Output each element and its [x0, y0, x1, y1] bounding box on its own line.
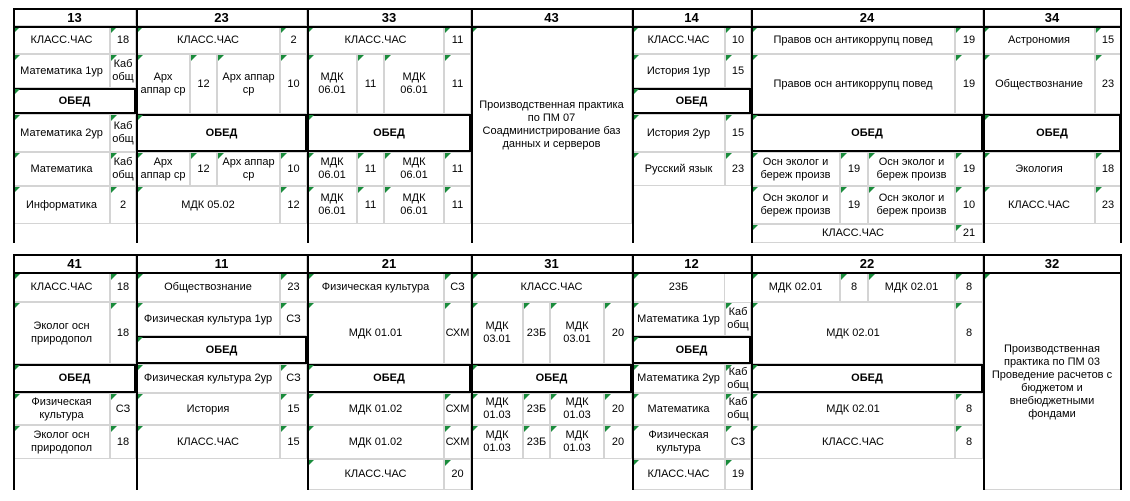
subject-cell[interactable]: Физическая культура	[307, 273, 444, 302]
comment-marker-icon	[869, 274, 875, 280]
room-number-cell[interactable]: 23Б	[523, 425, 550, 459]
comment-marker-icon	[111, 303, 117, 309]
comment-marker-icon	[281, 365, 287, 371]
lunch-break-cell[interactable]: ОБЕД	[13, 88, 136, 114]
subject-cell[interactable]: Арх аппар ср	[217, 152, 280, 186]
subject-cell[interactable]: МДК 03.01	[471, 302, 523, 364]
room-number-cell[interactable]: 11	[357, 152, 384, 186]
subject-cell[interactable]: Математика 2ур	[13, 114, 110, 152]
subject-cell[interactable]: КЛАСС.ЧАС	[983, 186, 1095, 224]
room-number-cell[interactable]: 19	[840, 152, 868, 186]
lunch-break-cell[interactable]: ОБЕД	[751, 114, 983, 152]
subject-cell[interactable]: КЛАСС.ЧАС	[307, 459, 444, 490]
comment-marker-icon	[281, 274, 287, 280]
comment-marker-icon	[1096, 153, 1102, 159]
room-number-cell[interactable]: 8	[955, 273, 983, 302]
comment-marker-icon	[524, 303, 530, 309]
comment-marker-icon	[869, 153, 875, 159]
comment-marker-icon	[385, 55, 391, 61]
group-header[interactable]: 12	[632, 254, 751, 273]
band-border	[13, 8, 15, 243]
subject-cell[interactable]: КЛАСС.ЧАС	[751, 425, 955, 459]
subject-cell[interactable]: Осн эколог и береж произв	[751, 152, 840, 186]
room-number-cell[interactable]: 8	[955, 425, 983, 459]
comment-marker-icon	[605, 303, 611, 309]
room-number-cell[interactable]: 23Б	[632, 273, 725, 302]
lunch-break-cell[interactable]: ОБЕД	[632, 88, 751, 114]
room-number-cell[interactable]: 10	[955, 186, 983, 224]
band-border	[307, 8, 309, 243]
subject-cell[interactable]: Арх аппар ср	[136, 152, 190, 186]
comment-marker-icon	[726, 365, 732, 371]
band-border	[471, 8, 473, 243]
room-number-cell[interactable]: 23	[1095, 54, 1121, 114]
comment-marker-icon	[605, 394, 611, 400]
comment-marker-icon	[726, 303, 732, 309]
room-number-cell[interactable]: СЗ	[725, 425, 751, 459]
subject-cell[interactable]: МДК 06.01	[307, 54, 357, 114]
subject-cell[interactable]: Эколог осн природопол	[13, 302, 110, 364]
subject-cell[interactable]: Физическая культура 2ур	[136, 364, 280, 393]
comment-marker-icon	[551, 426, 557, 432]
room-number-cell[interactable]: 23Б	[523, 302, 550, 364]
comment-marker-icon	[385, 153, 391, 159]
band-border	[136, 254, 138, 490]
subject-cell[interactable]: Физическая культура 1ур	[136, 302, 280, 336]
room-number-cell[interactable]: 20	[444, 459, 471, 490]
comment-marker-icon	[956, 274, 962, 280]
subject-cell[interactable]: Математика 2ур	[632, 364, 725, 393]
room-number-cell[interactable]: 18	[110, 26, 136, 54]
subject-cell[interactable]: Осн эколог и береж произв	[868, 152, 955, 186]
room-number-cell[interactable]: СЗ	[280, 364, 307, 393]
room-number-cell[interactable]: 11	[357, 186, 384, 224]
subject-cell[interactable]: МДК 02.01	[868, 273, 955, 302]
subject-cell[interactable]: Обществознание	[983, 54, 1095, 114]
comment-marker-icon	[445, 303, 451, 309]
subject-cell[interactable]: Правов осн антикоррупц повед	[751, 26, 955, 54]
subject-cell[interactable]: КЛАСС.ЧАС	[751, 224, 955, 243]
band-border	[13, 8, 1122, 10]
comment-marker-icon	[191, 55, 197, 61]
comment-marker-icon	[218, 153, 224, 159]
band-border	[983, 8, 985, 243]
subject-cell[interactable]: МДК 01.02	[307, 393, 444, 425]
room-number-cell[interactable]: 15	[725, 54, 751, 88]
comment-marker-icon	[726, 55, 732, 61]
group-header[interactable]: 23	[136, 8, 307, 26]
band-border	[136, 8, 138, 243]
room-number-cell[interactable]: 19	[955, 152, 983, 186]
comment-marker-icon	[551, 394, 557, 400]
band-border	[751, 254, 753, 490]
subject-cell[interactable]: МДК 02.01	[751, 302, 955, 364]
subject-cell[interactable]: МДК 01.03	[550, 425, 604, 459]
comment-marker-icon	[445, 274, 451, 280]
subject-cell[interactable]: Информатика	[13, 186, 110, 224]
room-number-cell[interactable]: 11	[357, 54, 384, 114]
room-number-cell[interactable]: 8	[840, 273, 868, 302]
room-number-cell[interactable]: 21	[955, 224, 983, 243]
comment-marker-icon	[956, 394, 962, 400]
comment-marker-icon	[726, 153, 732, 159]
subject-cell[interactable]: КЛАСС.ЧАС	[13, 26, 110, 54]
subject-cell[interactable]: МДК 06.01	[384, 152, 444, 186]
comment-marker-icon	[281, 55, 287, 61]
group-header[interactable]: 34	[983, 8, 1121, 26]
subject-cell[interactable]: История 1ур	[632, 54, 725, 88]
subject-cell[interactable]: История 2ур	[632, 114, 725, 152]
subject-cell[interactable]: КЛАСС.ЧАС	[471, 273, 632, 302]
subject-cell[interactable]: Каб общ	[110, 54, 136, 88]
subject-cell[interactable]: Экология	[983, 152, 1095, 186]
subject-cell[interactable]: Математика	[632, 393, 725, 425]
room-number-cell[interactable]: 11	[444, 26, 471, 54]
subject-cell[interactable]: Русский язык	[632, 152, 725, 186]
band-border	[983, 254, 985, 490]
room-number-cell[interactable]: СЗ	[110, 393, 136, 425]
comment-marker-icon	[605, 426, 611, 432]
comment-marker-icon	[445, 426, 451, 432]
room-number-cell[interactable]: 15	[280, 393, 307, 425]
subject-cell[interactable]: КЛАСС.ЧАС	[136, 425, 280, 459]
room-number-cell[interactable]: 23	[280, 273, 307, 302]
room-number-cell[interactable]: 15	[725, 114, 751, 152]
group-header[interactable]: 21	[307, 254, 471, 273]
comment-marker-icon	[358, 55, 364, 61]
subject-cell[interactable]: Каб общ	[725, 364, 751, 393]
subject-cell[interactable]: МДК 01.02	[307, 425, 444, 459]
subject-cell[interactable]: МДК 02.01	[751, 273, 840, 302]
room-number-cell[interactable]: 23	[725, 152, 751, 186]
subject-cell[interactable]: КЛАСС.ЧАС	[136, 26, 280, 54]
comment-marker-icon	[111, 187, 117, 193]
subject-cell[interactable]: МДК 06.01	[307, 186, 357, 224]
subject-cell[interactable]: Математика	[13, 152, 110, 186]
comment-marker-icon	[726, 460, 732, 466]
comment-marker-icon	[1096, 55, 1102, 61]
room-number-cell[interactable]: 12	[280, 186, 307, 224]
subject-cell[interactable]: Осн эколог и береж произв	[868, 186, 955, 224]
band-border	[751, 8, 753, 243]
room-number-cell[interactable]: 23	[1095, 186, 1121, 224]
comment-marker-icon	[385, 187, 391, 193]
comment-marker-icon	[281, 426, 287, 432]
comment-marker-icon	[111, 55, 117, 61]
room-number-cell[interactable]: 11	[444, 152, 471, 186]
comment-marker-icon	[445, 460, 451, 466]
band-border	[13, 254, 15, 490]
lunch-break-cell[interactable]: ОБЕД	[136, 336, 307, 364]
subject-cell[interactable]: МДК 01.03	[550, 393, 604, 425]
room-number-cell[interactable]: 18	[110, 273, 136, 302]
comment-marker-icon	[111, 394, 117, 400]
room-number-cell[interactable]: 15	[1095, 26, 1121, 54]
subject-cell[interactable]: Производственная практика по ПМ 07 Соадминистрирование баз данных и серверов	[471, 26, 632, 224]
comment-marker-icon	[956, 303, 962, 309]
subject-cell[interactable]: МДК 01.01	[307, 302, 444, 364]
comment-marker-icon	[445, 394, 451, 400]
room-number-cell[interactable]: СХМ	[444, 425, 471, 459]
subject-cell[interactable]: МДК 01.03	[471, 425, 523, 459]
comment-marker-icon	[524, 394, 530, 400]
band-border	[1120, 8, 1122, 243]
room-number-cell[interactable]: 2	[110, 186, 136, 224]
room-number-cell[interactable]: 10	[725, 26, 751, 54]
comment-marker-icon	[111, 153, 117, 159]
comment-marker-icon	[445, 187, 451, 193]
subject-cell[interactable]: Каб общ	[725, 302, 751, 336]
room-number-cell[interactable]: 2	[280, 26, 307, 54]
room-number-cell[interactable]: 23Б	[523, 393, 550, 425]
comment-marker-icon	[358, 187, 364, 193]
comment-marker-icon	[956, 187, 962, 193]
subject-cell[interactable]: Каб общ	[725, 393, 751, 425]
room-number-cell[interactable]: 19	[955, 26, 983, 54]
lunch-break-cell[interactable]: ОБЕД	[751, 364, 983, 393]
subject-cell[interactable]: Арх аппар ср	[217, 54, 280, 114]
group-header[interactable]: 43	[471, 8, 632, 26]
comment-marker-icon	[281, 187, 287, 193]
group-header[interactable]: 32	[983, 254, 1121, 273]
subject-cell[interactable]: Обществознание	[136, 273, 280, 302]
group-header[interactable]: 31	[471, 254, 632, 273]
band-border	[632, 254, 634, 490]
subject-cell[interactable]: МДК 03.01	[550, 302, 604, 364]
comment-marker-icon	[726, 426, 732, 432]
subject-cell[interactable]: Физическая культура	[13, 393, 110, 425]
comment-marker-icon	[111, 426, 117, 432]
subject-cell[interactable]: Правов осн антикоррупц повед	[751, 54, 955, 114]
comment-marker-icon	[726, 394, 732, 400]
group-header[interactable]: 13	[13, 8, 136, 26]
lunch-break-cell[interactable]: ОБЕД	[13, 364, 136, 393]
subject-cell[interactable]: КЛАСС.ЧАС	[307, 26, 444, 54]
subject-cell[interactable]: Математика 1ур	[13, 54, 110, 88]
lunch-break-cell[interactable]: ОБЕД	[307, 114, 471, 152]
room-number-cell[interactable]: 8	[955, 302, 983, 364]
room-number-cell[interactable]: 11	[444, 186, 471, 224]
comment-marker-icon	[956, 153, 962, 159]
room-number-cell[interactable]: 8	[955, 393, 983, 425]
band-border	[13, 26, 1122, 28]
room-number-cell[interactable]: 18	[1095, 152, 1121, 186]
subject-cell[interactable]: Физическая культура	[632, 425, 725, 459]
subject-cell[interactable]: МДК 06.01	[384, 54, 444, 114]
room-number-cell[interactable]: СХМ	[444, 393, 471, 425]
subject-cell[interactable]: Каб общ	[110, 152, 136, 186]
comment-marker-icon	[218, 55, 224, 61]
room-number-cell[interactable]: СЗ	[444, 273, 471, 302]
lunch-break-cell[interactable]: ОБЕД	[471, 364, 632, 393]
subject-cell[interactable]: КЛАСС.ЧАС	[13, 273, 110, 302]
group-header[interactable]: 33	[307, 8, 471, 26]
band-border	[13, 254, 1122, 256]
subject-cell[interactable]: МДК 05.02	[136, 186, 280, 224]
comment-marker-icon	[551, 303, 557, 309]
room-number-cell[interactable]: 12	[190, 152, 217, 186]
room-number-cell[interactable]: 10	[280, 54, 307, 114]
band-border	[1120, 254, 1122, 490]
comment-marker-icon	[111, 115, 117, 121]
comment-marker-icon	[445, 55, 451, 61]
comment-marker-icon	[281, 153, 287, 159]
room-number-cell[interactable]: СХМ	[444, 302, 471, 364]
room-number-cell[interactable]: 15	[280, 425, 307, 459]
subject-cell[interactable]: МДК 01.03	[471, 393, 523, 425]
group-header[interactable]: 11	[136, 254, 307, 273]
subject-cell[interactable]: Осн эколог и береж произв	[751, 186, 840, 224]
room-number-cell[interactable]: 20	[604, 425, 632, 459]
comment-marker-icon	[1096, 187, 1102, 193]
subject-cell[interactable]: КЛАСС.ЧАС	[632, 459, 725, 490]
room-number-cell[interactable]: 10	[280, 152, 307, 186]
comment-marker-icon	[111, 274, 117, 280]
comment-marker-icon	[281, 394, 287, 400]
room-number-cell[interactable]: 18	[110, 425, 136, 459]
subject-cell[interactable]: Астрономия	[983, 26, 1095, 54]
comment-marker-icon	[956, 225, 962, 231]
comment-marker-icon	[358, 153, 364, 159]
comment-marker-icon	[445, 153, 451, 159]
subject-cell[interactable]: История	[136, 393, 280, 425]
group-header[interactable]: 14	[632, 8, 751, 26]
comment-marker-icon	[524, 426, 530, 432]
comment-marker-icon	[841, 153, 847, 159]
band-border	[632, 8, 634, 243]
comment-marker-icon	[841, 187, 847, 193]
room-number-cell[interactable]: 18	[110, 302, 136, 364]
room-number-cell[interactable]: 19	[955, 54, 983, 114]
room-number-cell[interactable]: 19	[725, 459, 751, 490]
band-border	[13, 272, 1122, 274]
room-number-cell[interactable]: 19	[840, 186, 868, 224]
room-number-cell[interactable]: 11	[444, 54, 471, 114]
comment-marker-icon	[869, 187, 875, 193]
comment-marker-icon	[841, 274, 847, 280]
room-number-cell[interactable]: 20	[604, 302, 632, 364]
room-number-cell[interactable]: СЗ	[280, 302, 307, 336]
lunch-break-cell[interactable]: ОБЕД	[983, 114, 1121, 152]
subject-cell[interactable]: Математика 1ур	[632, 302, 725, 336]
band-border	[471, 254, 473, 490]
group-header[interactable]: 24	[751, 8, 983, 26]
comment-marker-icon	[726, 115, 732, 121]
room-number-cell[interactable]: 12	[190, 54, 217, 114]
comment-marker-icon	[956, 55, 962, 61]
subject-cell[interactable]: МДК 02.01	[751, 393, 955, 425]
subject-cell[interactable]: Арх аппар ср	[136, 54, 190, 114]
subject-cell[interactable]: Эколог осн природопол	[13, 425, 110, 459]
lunch-break-cell[interactable]: ОБЕД	[632, 336, 751, 364]
comment-marker-icon	[191, 153, 197, 159]
group-header[interactable]: 41	[13, 254, 136, 273]
comment-marker-icon	[281, 303, 287, 309]
room-number-cell[interactable]: 20	[604, 393, 632, 425]
subject-cell[interactable]: Производственная практика по ПМ 03 Проведение расчетов с бюджетом и внебюджетными фондами	[983, 273, 1121, 490]
subject-cell[interactable]: КЛАСС.ЧАС	[632, 26, 725, 54]
comment-marker-icon	[956, 426, 962, 432]
group-header[interactable]: 22	[751, 254, 983, 273]
subject-cell[interactable]: Каб общ	[110, 114, 136, 152]
subject-cell[interactable]: МДК 06.01	[384, 186, 444, 224]
band-border	[307, 254, 309, 490]
lunch-break-cell[interactable]: ОБЕД	[136, 114, 307, 152]
subject-cell[interactable]: МДК 06.01	[307, 152, 357, 186]
lunch-break-cell[interactable]: ОБЕД	[307, 364, 471, 393]
